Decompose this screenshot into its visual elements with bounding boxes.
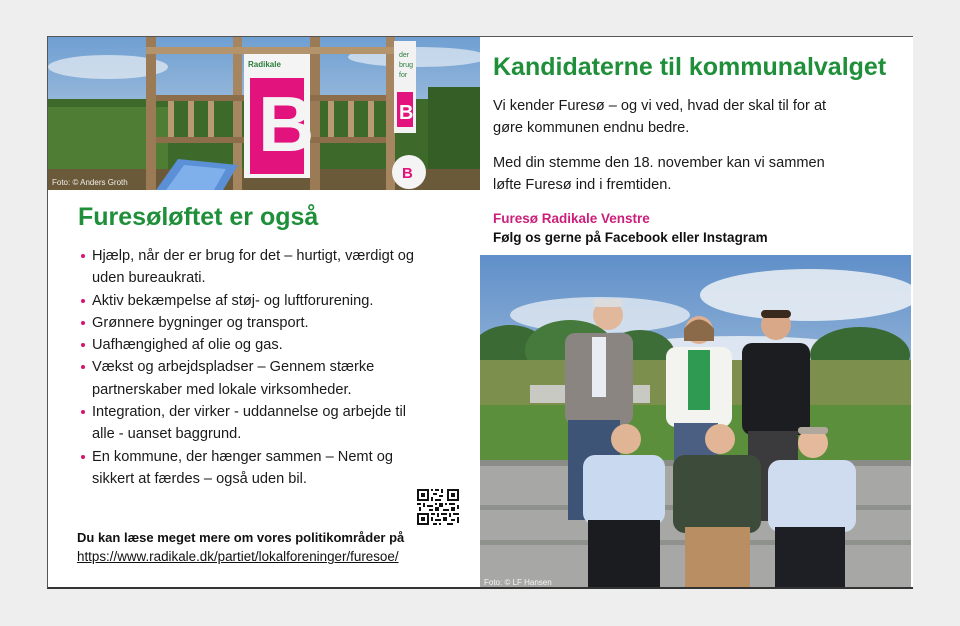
left-heading: Furesøløftet er også: [78, 203, 319, 231]
paragraph-line: Vi kender Furesø – og vi ved, hvad der skal til for at: [493, 98, 827, 114]
paragraph-line: Med din stemme den 18. november kan vi sammen: [493, 155, 825, 171]
list-item-line: En kommune, der hænger sammen – Nemt og: [92, 448, 393, 465]
list-item-line: sikkert at færdes – også uden bil.: [92, 470, 307, 487]
list-item: [92, 356, 464, 401]
svg-text:der: der: [399, 52, 410, 59]
list-item-line: Aktiv bekæmpelse af støj- og luftforurening.: [92, 292, 374, 309]
photo-credit-group: Foto: © LF Hansen: [484, 578, 552, 587]
organization-name: Furesø Radikale Venstre: [493, 211, 650, 226]
playground-photo: [48, 37, 480, 190]
page-title: Kandidaterne til kommunalvalget: [493, 53, 887, 81]
svg-text:for: for: [399, 72, 408, 79]
candidates-photo: [480, 255, 911, 589]
sign-logo-text: Radikale: [248, 60, 281, 69]
radikale-sign: [244, 54, 315, 178]
list-item-line: uden bureaukrati.: [92, 270, 206, 287]
policy-bullet-list: [92, 245, 464, 490]
list-item: [92, 312, 464, 334]
svg-text:B: B: [402, 165, 413, 182]
list-item: [92, 446, 464, 491]
paragraph-line: løfte Furesø ind i fremtiden.: [493, 176, 672, 193]
list-item-line: Hjælp, når der er brug for det – hurtigt, værdigt og: [92, 248, 415, 264]
list-item-line: alle - uanset baggrund.: [92, 426, 242, 443]
svg-text:brug: brug: [399, 62, 414, 69]
list-item-line: Integration, der virker - uddannelse og arbejde til: [92, 404, 406, 421]
list-item-line: Grønnere bygninger og transport.: [92, 314, 309, 331]
list-item: [92, 334, 464, 356]
qr-code[interactable]: [417, 489, 459, 525]
sign-letter: B: [258, 80, 315, 168]
more-info-text: Du kan læse meget mere om vores politikområder på: [77, 530, 405, 545]
sign-pink-panel: [250, 78, 315, 174]
list-item-line: Vækst og arbejdspladser – Gennem stærke: [92, 359, 375, 376]
list-item: [92, 290, 464, 312]
flyer-card: [47, 36, 913, 589]
intro-paragraph: [493, 96, 893, 139]
paragraph-line: gøre kommunen endnu bedre.: [493, 119, 690, 136]
website-link[interactable]: https://www.radikale.dk/partiet/lokalforeninger/furesoe/: [77, 549, 399, 564]
list-item: [92, 401, 464, 446]
vote-paragraph: [493, 153, 893, 196]
list-item: [92, 245, 464, 290]
photo-credit-top: Foto: © Anders Groth: [52, 178, 128, 187]
svg-text:B: B: [399, 102, 414, 124]
list-item-line: partnerskaber med lokale virksomheder.: [92, 381, 352, 398]
list-item-line: Uafhængighed af olie og gas.: [92, 337, 283, 354]
follow-us-text: Følg os gerne på Facebook eller Instagram: [493, 230, 768, 245]
